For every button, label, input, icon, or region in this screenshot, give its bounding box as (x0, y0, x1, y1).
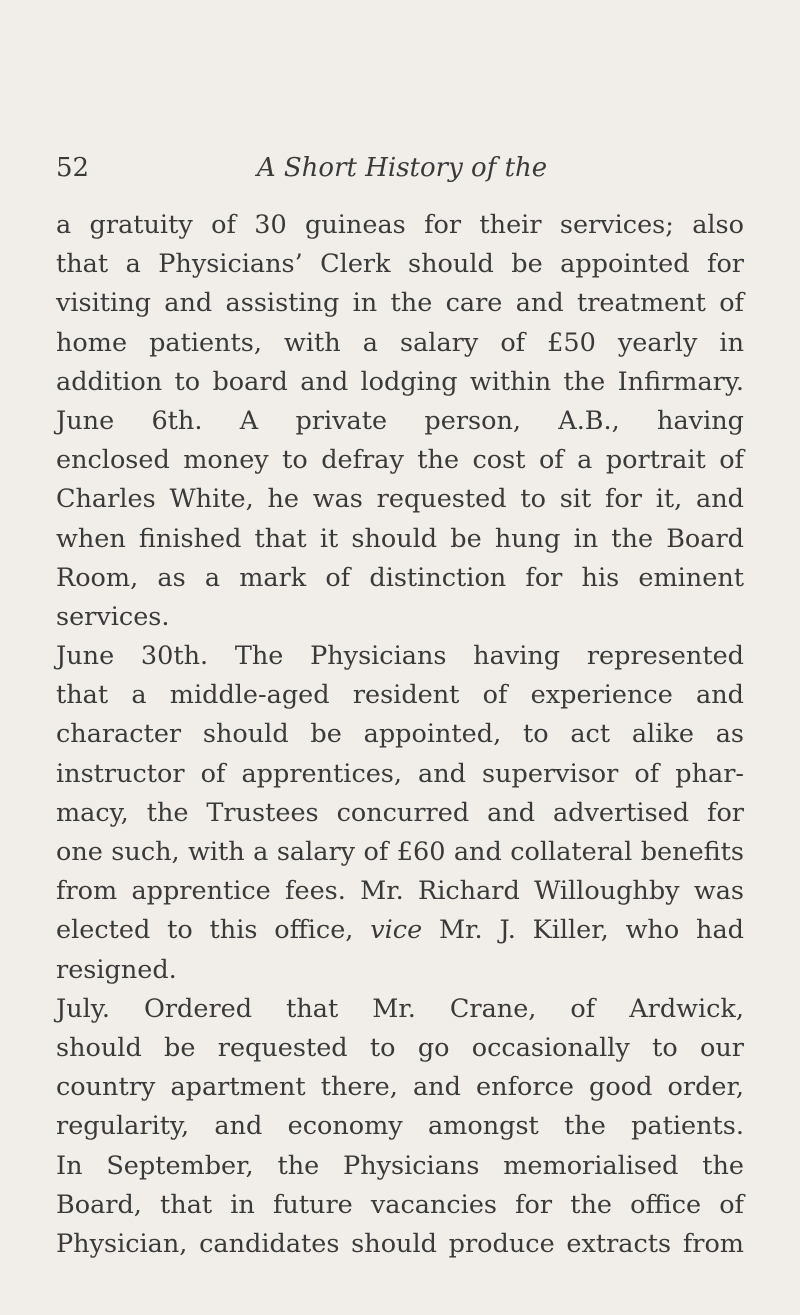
text-line: one such, with a salary of £60 and collateral benefits (56, 837, 744, 867)
text-line: Board, that in future vacancies for the office of (56, 1189, 744, 1220)
text-line: home patients, with a salary of £50 yearly in (56, 327, 744, 358)
text-line: Charles White, he was requested to sit for it, and (56, 484, 744, 515)
text-line: Room, as a mark of distinction for his eminent (56, 562, 744, 593)
text-line: when finished that it should be hung in the Board (56, 523, 744, 554)
text-line: character should be appointed, to act alike as (56, 719, 744, 750)
text-line: regularity, and economy amongst the patients. (56, 1111, 744, 1142)
text-segment: Mr. J. Killer, who had (422, 915, 744, 946)
text-line: resigned. (56, 954, 177, 985)
text-line: should be requested to go occasionally to our (56, 1032, 744, 1063)
text-line (56, 911, 744, 950)
running-title: A Short History of the (256, 153, 548, 183)
text-line: In September, the Physicians memorialised the (56, 1150, 744, 1181)
text-line: Physician, candidates should produce extracts from (56, 1228, 744, 1259)
text-line: visiting and assisting in the care and treatment of (56, 288, 744, 319)
text-line: enclosed money to defray the cost of a portrait of (56, 445, 744, 476)
italic-word: vice (370, 915, 423, 946)
text-line: country apartment there, and enforce good order, (56, 1072, 744, 1103)
text-line: June 30th. The Physicians having represented (56, 641, 744, 672)
text-line: addition to board and lodging within the Infirmary. (56, 366, 744, 397)
text-line: instructor of apprentices, and supervisor of phar- (56, 758, 744, 789)
text-line: July. Ordered that Mr. Crane, of Ardwick, (56, 993, 744, 1024)
text-segment: elected to this office, (56, 915, 371, 946)
text-line: services. (56, 601, 170, 632)
text-line: that a Physicians’ Clerk should be appointed for (56, 249, 744, 280)
text-line: June 6th. A private person, A.B., having (56, 405, 744, 436)
page-header (56, 148, 748, 188)
page-number: 52 (56, 153, 90, 183)
text-line: that a middle-aged resident of experience and (56, 680, 744, 711)
text-line: a gratuity of 30 guineas for their services; also (56, 210, 744, 240)
text-line: macy, the Trustees concurred and advertised for (56, 797, 744, 828)
text-line: from apprentice fees. Mr. Richard Willoughby was (56, 876, 744, 907)
body-text (56, 206, 744, 1264)
